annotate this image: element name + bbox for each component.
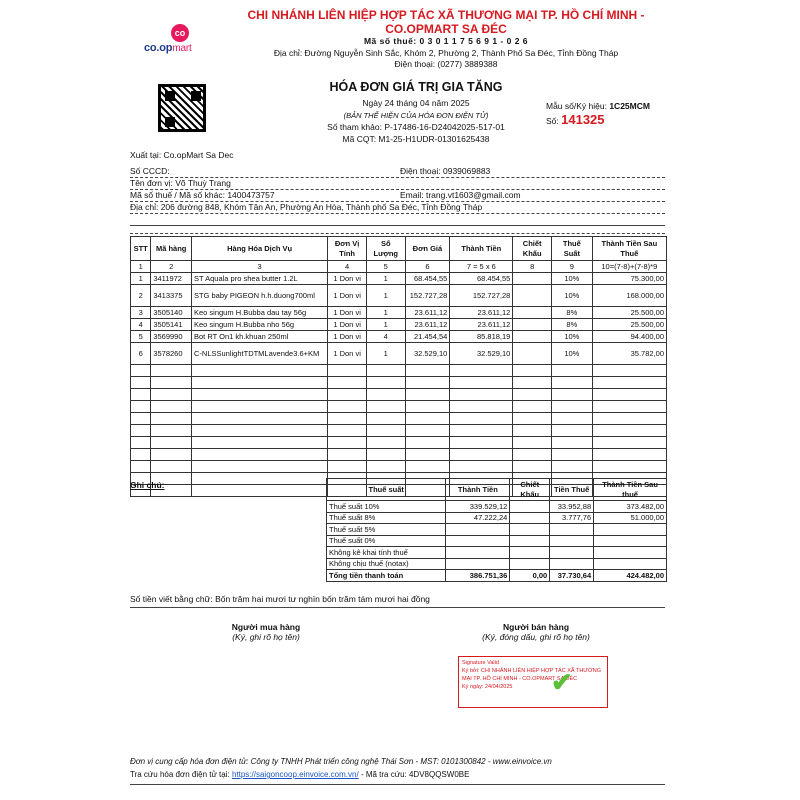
invoice-note: (BẢN THỂ HIỆN CỦA HÓA ĐƠN ĐIỆN TỬ) — [343, 111, 489, 120]
items-table — [130, 236, 667, 497]
table-cell: 4 — [131, 319, 151, 331]
table-cell — [450, 449, 513, 461]
table-cell — [366, 365, 405, 377]
table-cell — [366, 425, 405, 437]
summary-row — [327, 535, 667, 547]
table-cell — [192, 485, 328, 497]
table-cell — [328, 365, 367, 377]
table-cell: 152.727,28 — [405, 285, 450, 307]
divider — [130, 605, 665, 608]
table-header-cell: Đơn Vị Tính — [328, 237, 367, 261]
table-cell — [552, 461, 593, 473]
seller-signature-block: Người bán hàng (Ký, đóng dấu, ghi rõ họ tên) — [482, 622, 590, 642]
table-cell: 23.611,12 — [405, 319, 450, 331]
table-cell — [513, 273, 552, 285]
table-cell — [592, 413, 666, 425]
table-cell — [131, 389, 151, 401]
table-cell: 1 Don vi — [328, 343, 367, 365]
summary-cell: Thuế suất 5% — [327, 524, 446, 536]
table-cell — [552, 437, 593, 449]
summary-cell — [594, 524, 667, 536]
table-index-cell: 3 — [192, 261, 328, 273]
table-cell: 85.818,19 — [450, 331, 513, 343]
table-cell: 8% — [552, 319, 593, 331]
summary-cell: Thuế suất 10% — [327, 501, 446, 513]
table-cell: 3 — [131, 307, 151, 319]
table-cell: 10% — [552, 285, 593, 307]
table-cell — [151, 425, 192, 437]
summary-row — [327, 547, 667, 559]
issued-at: Xuất tại: Co.opMart Sa Dec — [130, 150, 234, 160]
table-cell — [192, 377, 328, 389]
table-body — [131, 273, 667, 497]
table-empty-row — [131, 425, 667, 437]
table-cell: 1 Don vi — [328, 285, 367, 307]
summary-cell — [510, 512, 550, 524]
table-cell — [131, 413, 151, 425]
summary-cell — [446, 558, 510, 570]
table-header-cell: Mã hàng — [151, 237, 192, 261]
summary-cell — [510, 535, 550, 547]
summary-cell — [446, 524, 510, 536]
summary-cell — [594, 547, 667, 559]
table-cell — [405, 425, 450, 437]
table-cell — [131, 461, 151, 473]
summary-cell — [446, 535, 510, 547]
checkmark-icon: ✔ — [551, 667, 573, 697]
table-cell — [513, 343, 552, 365]
table-header-row — [131, 237, 667, 261]
summary-cell: 47.222,24 — [446, 512, 510, 524]
table-cell — [366, 401, 405, 413]
table-cell — [552, 401, 593, 413]
table-cell — [405, 437, 450, 449]
summary-header-cell: Chiết Khấu — [510, 479, 550, 501]
table-cell — [328, 401, 367, 413]
table-cell: 3578260 — [151, 343, 192, 365]
table-cell — [592, 449, 666, 461]
table-cell — [513, 425, 552, 437]
buyer-cccd-row: Số CCCD: Điện thoại: 0939069883 — [130, 166, 665, 178]
table-cell — [450, 365, 513, 377]
table-empty-row — [131, 413, 667, 425]
table-cell — [405, 449, 450, 461]
table-header-cell: Thành Tiền — [450, 237, 513, 261]
table-cell — [151, 437, 192, 449]
table-cell — [192, 449, 328, 461]
table-cell — [513, 377, 552, 389]
table-header-cell: Thành Tiền Sau Thuế — [592, 237, 666, 261]
table-empty-row — [131, 401, 667, 413]
summary-header-cell: Tiền Thuế — [550, 479, 594, 501]
summary-cell: 0,00 — [510, 570, 550, 582]
invoice-page — [126, 0, 667, 800]
company-name: CHI NHÁNH LIÊN HIỆP HỢP TÁC XÃ THƯƠNG MẠI TP. HỒ CHÍ MINH - CO.OPMART SA ĐÉC — [247, 8, 645, 36]
summary-header-row — [327, 479, 667, 501]
summary-cell: 33.952,88 — [550, 501, 594, 513]
table-cell: 21.454,54 — [405, 331, 450, 343]
table-empty-row — [131, 389, 667, 401]
table-cell — [131, 401, 151, 413]
table-cell: 1 — [366, 319, 405, 331]
table-index-cell: 2 — [151, 261, 192, 273]
table-cell: 3411972 — [151, 273, 192, 285]
table-cell — [366, 461, 405, 473]
table-cell: 3569990 — [151, 331, 192, 343]
table-cell — [552, 425, 593, 437]
note-label: Ghi chú: — [130, 480, 165, 490]
amount-in-words: Số tiền viết bằng chữ: Bốn trăm hai mươi tư nghìn bốn trăm tám mươi hai đồng — [130, 594, 430, 604]
summary-row — [327, 501, 667, 513]
table-cell — [513, 461, 552, 473]
table-cell — [552, 413, 593, 425]
table-cell — [366, 413, 405, 425]
table-cell — [513, 365, 552, 377]
table-cell — [328, 389, 367, 401]
table-cell — [552, 449, 593, 461]
table-cell — [405, 389, 450, 401]
summary-cell: Thuế suất 8% — [327, 512, 446, 524]
invoice-ref: Số tham khảo: P-17486-16-D24042025-517-01 — [327, 122, 505, 132]
table-cell: 1 Don vi — [328, 273, 367, 285]
summary-cell — [594, 535, 667, 547]
table-cell — [592, 401, 666, 413]
table-cell — [405, 365, 450, 377]
table-cell: 168.000,00 — [592, 285, 666, 307]
table-cell — [151, 377, 192, 389]
table-cell — [328, 449, 367, 461]
table-index-cell: 9 — [552, 261, 593, 273]
table-cell — [192, 365, 328, 377]
table-cell — [513, 437, 552, 449]
table-cell — [366, 389, 405, 401]
table-cell: 1 Don vi — [328, 331, 367, 343]
table-cell: 32.529,10 — [450, 343, 513, 365]
summary-row — [327, 524, 667, 536]
table-cell: 23.611,12 — [405, 307, 450, 319]
logo-text: co.opmart — [144, 42, 192, 54]
table-row — [131, 319, 667, 331]
table-cell — [192, 461, 328, 473]
summary-cell: Tổng tiền thanh toán — [327, 570, 446, 582]
summary-cell — [550, 547, 594, 559]
table-cell: 68.454,55 — [450, 273, 513, 285]
table-cell — [192, 437, 328, 449]
summary-cell — [446, 547, 510, 559]
summary-row — [327, 512, 667, 524]
buyer-unit: Tên đơn vị: Võ Thuỳ Trang — [130, 178, 665, 190]
table-cell — [192, 401, 328, 413]
table-row — [131, 331, 667, 343]
summary-cell: 386.751,36 — [446, 570, 510, 582]
table-cell — [513, 449, 552, 461]
summary-cell: 339.529,12 — [446, 501, 510, 513]
table-cell — [151, 365, 192, 377]
table-cell: 1 — [366, 273, 405, 285]
table-index-row — [131, 261, 667, 273]
table-row — [131, 343, 667, 365]
table-index-cell: 8 — [513, 261, 552, 273]
table-cell — [192, 425, 328, 437]
table-cell — [151, 401, 192, 413]
company-tax-code: Mã số thuế: 0 3 0 1 1 7 5 6 9 1 - 0 2 6 — [363, 36, 529, 46]
table-empty-row — [131, 437, 667, 449]
table-cell — [131, 449, 151, 461]
table-cell — [131, 437, 151, 449]
table-cell — [552, 377, 593, 389]
table-cell — [192, 413, 328, 425]
table-cell: 6 — [131, 343, 151, 365]
table-index-cell: 5 — [366, 261, 405, 273]
table-cell — [450, 413, 513, 425]
table-empty-row — [131, 377, 667, 389]
table-cell: 10% — [552, 331, 593, 343]
lookup-link[interactable]: https://saigoncoop.einvoice.com.vn/ — [231, 770, 359, 779]
company-address: Địa chỉ: Đường Nguyễn Sinh Sắc, Khóm 2, Phường 2, Thành Phố Sa Đéc, Tỉnh Đồng Tháp — [273, 48, 619, 58]
table-cell — [450, 425, 513, 437]
summary-header-cell: Thuế suất — [327, 479, 446, 501]
table-empty-row — [131, 461, 667, 473]
provider-info: Đơn vị cung cấp hóa đơn điện tử: Công ty TNHH Phát triển công nghệ Thái Sơn - MST: 0101300842 - www.einvoice.vn — [130, 757, 552, 766]
table-cell — [405, 401, 450, 413]
summary-cell: 373.482,00 — [594, 501, 667, 513]
table-cell — [592, 425, 666, 437]
summary-body — [327, 501, 667, 582]
table-empty-row — [131, 365, 667, 377]
table-cell: 1 Don vi — [328, 307, 367, 319]
logo-mark: co — [171, 24, 189, 42]
table-cell: Keo singum H.Bubba nho 56g — [192, 319, 328, 331]
table-cell — [513, 319, 552, 331]
table-cell — [151, 461, 192, 473]
table-cell — [450, 461, 513, 473]
table-cell — [552, 389, 593, 401]
table-cell — [131, 425, 151, 437]
table-cell: 1 Don vi — [328, 319, 367, 331]
table-header-cell: Chiết Khấu — [513, 237, 552, 261]
summary-cell — [550, 524, 594, 536]
summary-cell: Thuế suất 0% — [327, 535, 446, 547]
table-cell — [450, 401, 513, 413]
table-cell — [328, 461, 367, 473]
summary-row — [327, 558, 667, 570]
table-cell: 10% — [552, 273, 593, 285]
summary-cell — [594, 558, 667, 570]
table-header-cell: Hàng Hóa Dịch Vụ — [192, 237, 328, 261]
table-cell: 35.782,00 — [592, 343, 666, 365]
summary-cell: Không chịu thuế (notax) — [327, 558, 446, 570]
table-cell — [405, 377, 450, 389]
table-cell: 152.727,28 — [450, 285, 513, 307]
divider — [130, 222, 665, 234]
table-cell: 25.500,00 — [592, 307, 666, 319]
table-cell — [366, 377, 405, 389]
table-cell — [328, 413, 367, 425]
form-serial: Mẫu số/Ký hiệu: 1C25MCM — [546, 101, 650, 111]
table-cell: 68.454,55 — [405, 273, 450, 285]
table-cell — [151, 413, 192, 425]
summary-cell: 51.000,00 — [594, 512, 667, 524]
table-cell: 1 — [366, 343, 405, 365]
table-cell: 5 — [131, 331, 151, 343]
table-row — [131, 273, 667, 285]
table-cell — [552, 365, 593, 377]
table-cell — [592, 377, 666, 389]
table-cell: C-NLSSunlightTDTMLavende3.6+KM — [192, 343, 328, 365]
table-cell: Keo singum H.Bubba dau tay 56g — [192, 307, 328, 319]
table-cell: 1 — [366, 285, 405, 307]
table-cell — [328, 437, 367, 449]
table-cell: 75.300,00 — [592, 273, 666, 285]
summary-cell — [510, 524, 550, 536]
buyer-signature-block: Người mua hàng (Ký, ghi rõ họ tên) — [231, 622, 301, 642]
table-cell — [192, 473, 328, 485]
invoice-number: Số: 141325 — [546, 112, 605, 127]
digital-signature-stamp: Signature Valid Ký bởi: CHI NHÁNH LIÊN HIỆP HỢP TÁC XÃ THƯƠNG MẠI TP. HỒ CHÍ MINH - CO.OPMART SA ĐÉC Ký ngày: 24/04/2025 — [458, 656, 608, 708]
table-cell — [450, 437, 513, 449]
summary-cell: 424.482,00 — [594, 570, 667, 582]
table-cell — [592, 365, 666, 377]
table-cell — [513, 389, 552, 401]
table-index-cell: 10=(7-8)+(7-8)*9 — [592, 261, 666, 273]
table-cell: STG baby PIGEON h.h.duong700ml — [192, 285, 328, 307]
table-cell: 3505140 — [151, 307, 192, 319]
table-cell: 3505141 — [151, 319, 192, 331]
buyer-address: Địa chỉ: 206 đường 848, Khóm Tân An, Phường An Hòa, Thành phố Sa Đéc, Tỉnh Đồng Tháp — [130, 202, 665, 214]
table-cell: 3413375 — [151, 285, 192, 307]
table-index-cell: 1 — [131, 261, 151, 273]
table-cell: 1 — [131, 273, 151, 285]
summary-header-cell: Thành Tiền Sau thuế — [594, 479, 667, 501]
table-cell: 23.611,12 — [450, 319, 513, 331]
table-cell — [151, 449, 192, 461]
lookup-info: Tra cứu hóa đơn điện tử tại: https://saigoncoop.einvoice.com.vn/ - Mã tra cứu: 4DV8QQSW0BE — [130, 770, 470, 779]
table-header-cell: Đơn Giá — [405, 237, 450, 261]
table-index-cell: 4 — [328, 261, 367, 273]
table-cell — [513, 413, 552, 425]
invoice-title: HÓA ĐƠN GIÁ TRỊ GIA TĂNG — [329, 80, 503, 94]
summary-cell — [550, 535, 594, 547]
invoice-cqt: Mã CQT: M1-25-H1UDR-01301625438 — [342, 134, 490, 144]
table-cell — [592, 437, 666, 449]
invoice-date: Ngày 24 tháng 04 năm 2025 — [362, 98, 470, 108]
table-cell — [592, 389, 666, 401]
summary-cell: 37.730,64 — [550, 570, 594, 582]
table-cell — [328, 377, 367, 389]
table-row — [131, 307, 667, 319]
table-cell: 23.611,12 — [450, 307, 513, 319]
table-cell — [513, 307, 552, 319]
divider — [130, 782, 665, 785]
table-cell — [366, 449, 405, 461]
summary-cell — [510, 547, 550, 559]
table-cell — [405, 413, 450, 425]
table-index-cell: 6 — [405, 261, 450, 273]
summary-cell: Không kê khai tính thuế — [327, 547, 446, 559]
table-index-cell: 7 = 5 x 6 — [450, 261, 513, 273]
coopmart-logo — [144, 22, 214, 62]
buyer-tax-row: Mã số thuế / Mã số khác: 1400473757 Email: trang.vt1603@gmail.com — [130, 190, 665, 202]
table-cell — [405, 461, 450, 473]
table-cell: 25.500,00 — [592, 319, 666, 331]
table-cell — [592, 461, 666, 473]
table-cell: 8% — [552, 307, 593, 319]
table-cell — [328, 425, 367, 437]
table-header-cell: Số Lượng — [366, 237, 405, 261]
table-cell: 1 — [366, 307, 405, 319]
table-cell: ST Aquala pro shea butter 1.2L — [192, 273, 328, 285]
summary-table — [326, 478, 667, 582]
summary-row — [327, 570, 667, 582]
table-empty-row — [131, 449, 667, 461]
table-header-cell: STT — [131, 237, 151, 261]
table-cell: 32.529,10 — [405, 343, 450, 365]
table-cell: Bot RT On1 kh.khuan 250ml — [192, 331, 328, 343]
table-cell — [450, 377, 513, 389]
table-cell: 94.400,00 — [592, 331, 666, 343]
company-phone: Điện thoại: (0277) 3889388 — [394, 59, 498, 69]
summary-header-cell: Thành Tiền — [446, 479, 510, 501]
table-cell — [513, 285, 552, 307]
table-cell: 10% — [552, 343, 593, 365]
qr-code — [158, 84, 206, 132]
table-cell — [192, 389, 328, 401]
table-cell: 4 — [366, 331, 405, 343]
table-header-cell: Thuế Suất — [552, 237, 593, 261]
table-cell: 2 — [131, 285, 151, 307]
table-row — [131, 285, 667, 307]
summary-cell: 3.777,76 — [550, 512, 594, 524]
table-cell — [151, 389, 192, 401]
summary-cell — [510, 558, 550, 570]
summary-cell — [510, 501, 550, 513]
table-cell — [131, 365, 151, 377]
table-cell — [131, 377, 151, 389]
summary-cell — [550, 558, 594, 570]
table-cell — [513, 331, 552, 343]
table-cell — [450, 389, 513, 401]
table-cell — [366, 437, 405, 449]
table-cell — [513, 401, 552, 413]
